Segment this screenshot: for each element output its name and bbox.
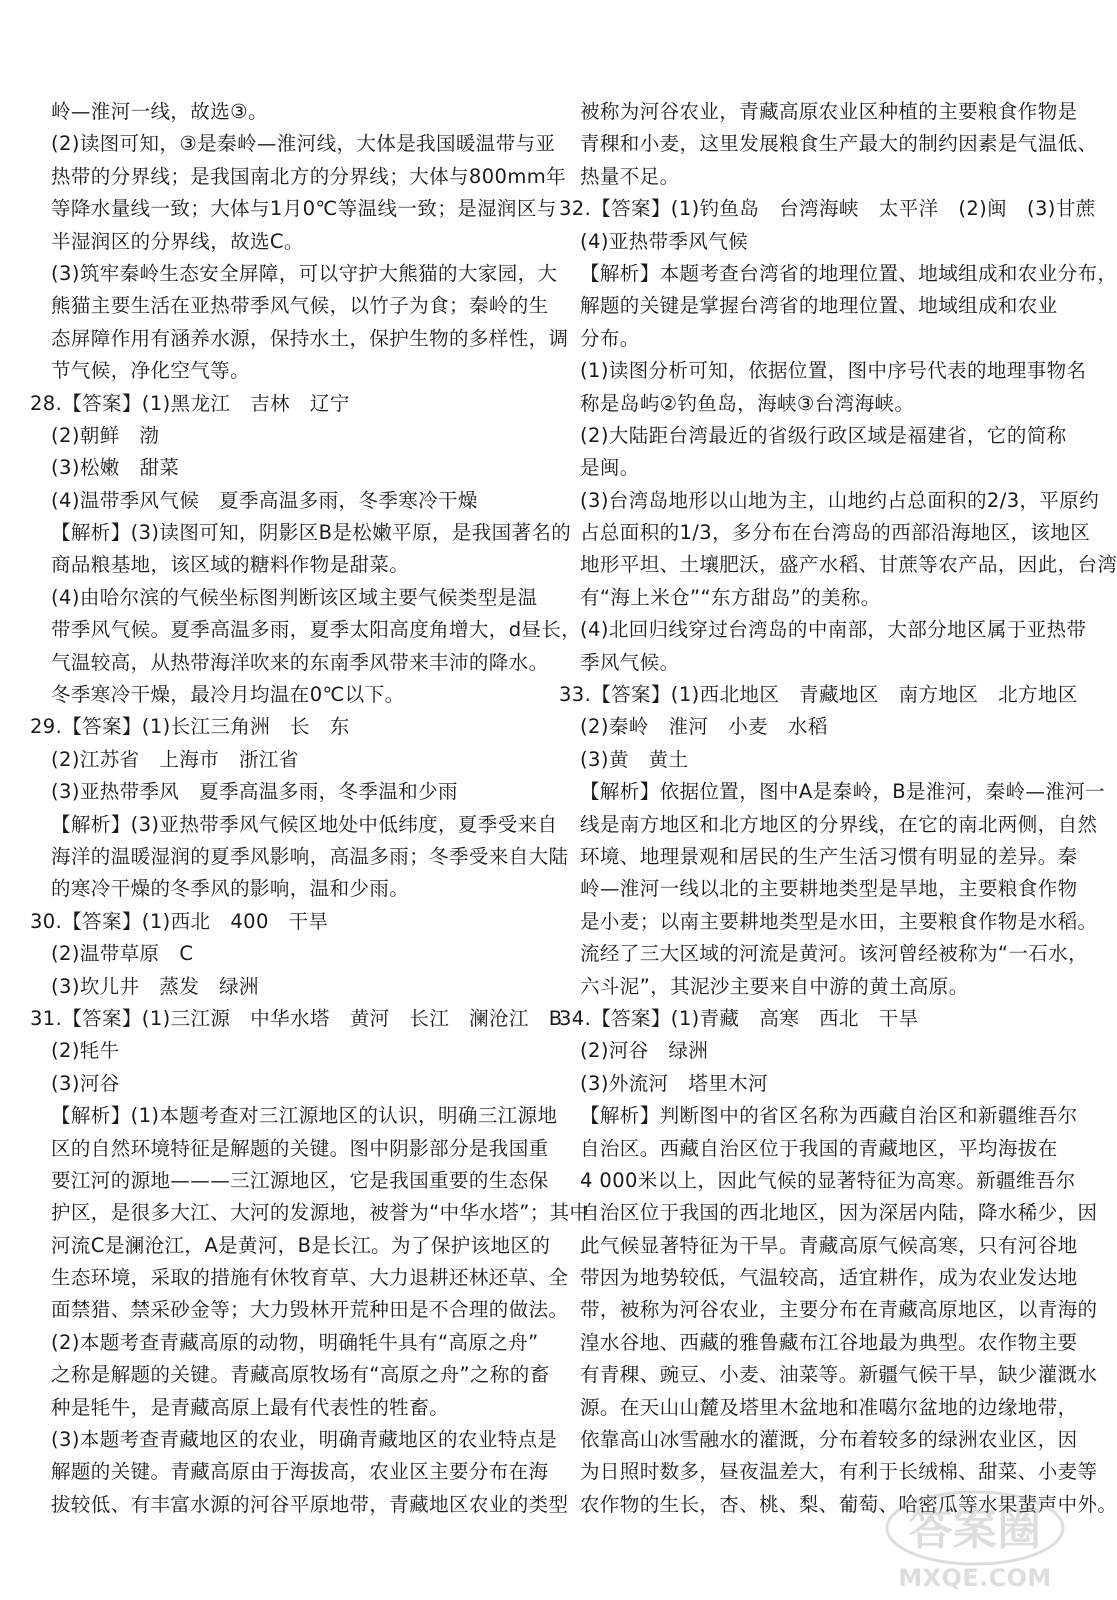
text-line: 热量不足。 <box>580 164 680 188</box>
text-line: (3)坎儿井 蒸发 绿洲 <box>51 974 259 998</box>
text-line: 半湿润区的分界线，故选C。 <box>51 229 304 253</box>
text-line: (2)朝鲜 渤 <box>51 423 160 447</box>
text-line: 态屏障作用有涵养水源，保持水土，保护生物的多样性，调 <box>51 326 569 350</box>
text-line: 分布。 <box>580 326 640 350</box>
text-line: 【解析】(3)亚热带季风气候区地处中低纬度，夏季受来自 <box>51 812 558 836</box>
text-line: 【解析】(3)读图可知，阴影区B是松嫩平原，是我国著名的 <box>51 521 572 545</box>
text-line: 海洋的温暖湿润的夏季风影响，高温多雨；冬季受来自大陆 <box>51 844 569 868</box>
text-line: 依靠高山冰雪融水的灌溉，分布着较多的绿洲农业区，因 <box>580 1428 1078 1452</box>
text-line: (3)本题考查青藏地区的农业，明确青藏地区的农业特点是 <box>51 1428 558 1452</box>
watermark-title: 答案圈 <box>908 1504 1042 1555</box>
text-line: 湟水谷地、西藏的雅鲁藏布江谷地最为典型。农作物主要 <box>580 1330 1078 1354</box>
text-line: 流经了三大区域的河流是黄河。该河曾经被称为“一石水， <box>580 942 1089 966</box>
text-line: 是闽。 <box>580 456 640 480</box>
text-line: 为日照时数多，昼夜温差大，有利于长绒棉、甜菜、小麦等 <box>580 1460 1098 1484</box>
text-line: 自治区。西藏自治区位于我国的青藏地区，平均海拔在 <box>580 1136 1058 1160</box>
text-line: (3)台湾岛地形以山地为主，山地约占总面积的2/3，平原约 <box>580 488 1100 512</box>
right-column <box>559 96 1117 1521</box>
text-line: 【解析】本题考查台湾省的地理位置、地域组成和农业分布， <box>580 261 1117 285</box>
text-line: 源。在天山山麓及塔里木盆地和准噶尔盆地的边缘地带， <box>580 1395 1078 1419</box>
question-heading-line: 31.【答案】(1)三江源 中华水塔 黄河 长江 澜沧江 B <box>30 1006 563 1030</box>
text-line: (2)大陆距台湾最近的省级行政区域是福建省，它的简称 <box>580 423 1067 447</box>
question-heading-line: 34.【答案】(1)青藏 高寒 西北 干旱 <box>559 1006 919 1030</box>
watermark-url: MXQE.COM <box>898 1564 1052 1592</box>
text-line: 节气候，净化空气等。 <box>51 359 251 383</box>
text-line: 占总面积的1/3，多分布在台湾岛的西部沿海地区，该地区 <box>580 521 1091 545</box>
text-line: (2)江苏省 上海市 浙江省 <box>51 747 299 771</box>
text-line: (2)秦岭 淮河 小麦 水稻 <box>580 715 828 739</box>
text-line: 【解析】依据位置，图中A是秦岭，B是淮河，秦岭—淮河一 <box>580 780 1106 804</box>
text-line: 热带的分界线；是我国南北方的分界线；大体与800mm年 <box>51 164 567 188</box>
text-line: 商品粮基地，该区域的糖料作物是甜菜。 <box>51 553 410 577</box>
text-line: (4)由哈尔滨的气候坐标图判断该区域主要气候类型是温 <box>51 585 538 609</box>
text-line: (2)本题考查青藏高原的动物，明确牦牛具有“高原之舟” <box>51 1330 539 1354</box>
text-line: (3)外流河 塔里木河 <box>580 1071 769 1095</box>
text-line: 解题的关键。青藏高原由于海拔高，农业区主要分布在海 <box>51 1460 549 1484</box>
text-line: 地形平坦、土壤肥沃，盛产水稻、甘蔗等农产品，因此，台湾 <box>580 553 1117 577</box>
text-line: 河流C是澜沧江，A是黄河，B是长江。为了保护该地区的 <box>51 1233 551 1257</box>
text-line: (3)黄 黄土 <box>580 747 689 771</box>
question-heading-line: 29.【答案】(1)长江三角洲 长 东 <box>30 715 350 739</box>
text-line: 农作物的生长，杏、桃、梨、葡萄、哈密瓜等水果蜚声中外。 <box>580 1492 1117 1516</box>
text-line: 面禁猎、禁采砂金等；大力毁林开荒种田是不合理的做法。 <box>51 1298 569 1322</box>
text-line: 带季风气候。夏季高温多雨，夏季太阳高度角增大，d昼长， <box>51 618 582 642</box>
text-line: 气温较高，从热带海洋吹来的东南季风带来丰沛的降水。 <box>51 650 549 674</box>
text-line: 称是岛屿②钓鱼岛，海峡③台湾海峡。 <box>580 391 915 415</box>
text-line: 带因为地势较低，气温较高，适宜耕作，成为农业发达地 <box>580 1266 1078 1290</box>
text-line: 岭—淮河一线，故选③。 <box>51 100 268 123</box>
left-column <box>30 96 590 1521</box>
text-line: 有青稞、豌豆、小麦、油菜等。新疆气候干旱，缺少灌溉水 <box>580 1363 1098 1387</box>
text-line: 要江河的源地———三江源地区，它是我国重要的生态保 <box>51 1168 549 1192</box>
question-heading-line: 30.【答案】(1)西北 400 干旱 <box>30 909 329 933</box>
text-line: 等降水量线一致；大体与1月0℃等温线一致；是湿润区与 <box>51 197 557 221</box>
text-line: 【解析】(1)本题考查对三江源地区的认识，明确三江源地 <box>51 1104 558 1128</box>
text-line: 【解析】判断图中的省区名称为西藏自治区和新疆维吾尔 <box>580 1104 1078 1128</box>
text-line: 岭—淮河一线以北的主要耕地类型是旱地，主要粮食作物 <box>580 877 1078 901</box>
text-line: (1)读图分析可知，依据位置，图中序号代表的地理事物名 <box>580 359 1087 383</box>
text-line: (2)读图可知，③是秦岭—淮河线，大体是我国暖温带与亚 <box>51 132 556 156</box>
text-line: 区的自然环境特征是解题的关键。图中阴影部分是我国重 <box>51 1136 549 1160</box>
text-line: 季风气候。 <box>580 650 680 674</box>
text-line: 之称是解题的关键。青藏高原牧场有“高原之舟”之称的畜 <box>51 1363 550 1387</box>
text-line: (3)松嫩 甜菜 <box>51 456 180 480</box>
question-heading-line: 32.【答案】(1)钓鱼岛 台湾海峡 太平洋 (2)闽 (3)甘蔗 <box>559 197 1096 221</box>
text-line: 护区，是很多大江、大河的发源地，被誉为“中华水塔”；其中 <box>51 1201 590 1225</box>
text-line: 拔较低、有丰富水源的河谷平原地带，青藏地区农业的类型 <box>51 1492 569 1516</box>
text-line: (3)亚热带季风 夏季高温多雨，冬季温和少雨 <box>51 780 458 804</box>
question-heading-line: 28.【答案】(1)黑龙江 吉林 辽宁 <box>30 391 350 415</box>
text-line: 冬季寒冷干燥，最冷月均温在0℃以下。 <box>51 683 405 707</box>
question-heading-line: 33.【答案】(1)西北地区 青藏地区 南方地区 北方地区 <box>559 683 1078 707</box>
text-line: 生态环境，采取的措施有休牧育草、大力退耕还林还草、全 <box>51 1266 569 1290</box>
text-line: 熊猫主要生活在亚热带季风气候，以竹子为食；秦岭的生 <box>51 294 549 318</box>
watermark-logo <box>880 1488 1070 1593</box>
text-line: 4 000米以上，因此气候的显著特征为高寒。新疆维吾尔 <box>580 1168 1076 1192</box>
text-line: (2)河谷 绿洲 <box>580 1039 709 1063</box>
text-line: 六斗泥”，其泥沙主要来自中游的黄土高原。 <box>580 974 969 998</box>
text-line: 线是南方地区和北方地区的分界线，在它的南北两侧，自然 <box>580 812 1098 836</box>
text-line: 种是牦牛，是青藏高原上最有代表性的牲畜。 <box>51 1395 450 1419</box>
text-line: 是小麦；以南主要耕地类型是水田，主要粮食作物是水稻。 <box>580 909 1098 933</box>
text-line: (2)牦牛 <box>51 1039 120 1063</box>
text-line: (2)温带草原 C <box>51 942 194 966</box>
text-line: 带，被称为河谷农业，主要分布在青藏高原地区，以青海的 <box>580 1298 1098 1322</box>
text-line: 被称为河谷农业，青藏高原农业区种植的主要粮食作物是 <box>580 100 1078 123</box>
text-line: (4)北回归线穿过台湾岛的中南部，大部分地区属于亚热带 <box>580 618 1087 642</box>
text-line: 自治区位于我国的西北地区，因为深居内陆，降水稀少，因 <box>580 1201 1098 1225</box>
text-line: (4)亚热带季风气候 <box>580 229 749 253</box>
text-line: 此气候显著特征为干旱。青藏高原气候高寒，只有河谷地 <box>580 1233 1078 1257</box>
watermark-graphic <box>880 1488 1070 1593</box>
text-line: 的寒冷干燥的冬季风的影响，温和少雨。 <box>51 877 410 901</box>
text-line: (4)温带季风气候 夏季高温多雨，冬季寒冷干燥 <box>51 488 478 512</box>
text-line: 青稞和小麦，这里发展粮食生产最大的制约因素是气温低、 <box>580 132 1098 156</box>
text-line: (3)河谷 <box>51 1071 120 1095</box>
text-line: 环境、地理景观和居民的生产生活习惯有明显的差异。秦 <box>580 844 1078 868</box>
text-line: (3)筑牢秦岭生态安全屏障，可以守护大熊猫的大家园，大 <box>51 261 558 285</box>
text-line: 解题的关键是掌握台湾省的地理位置、地域组成和农业 <box>580 294 1058 318</box>
text-line: 有“海上米仓”“东方甜岛”的美称。 <box>580 585 881 609</box>
